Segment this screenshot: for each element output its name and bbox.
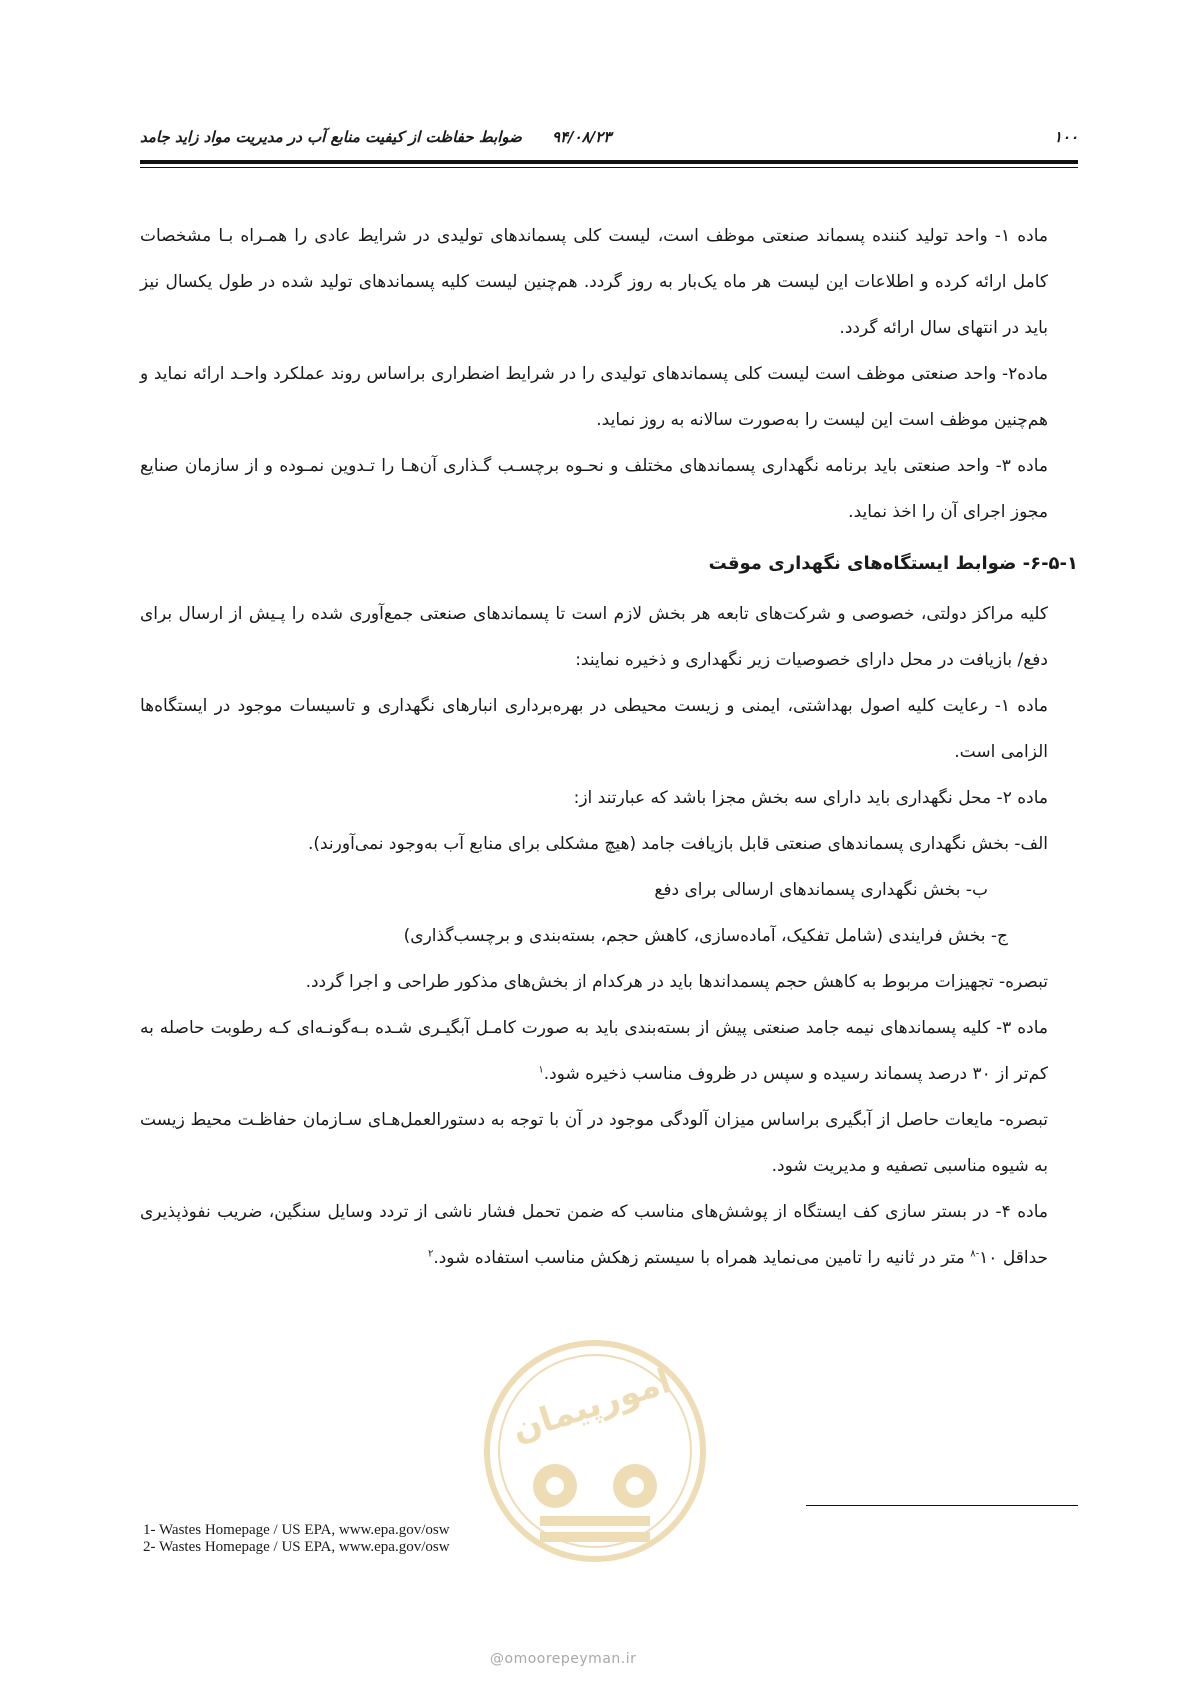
watermark-site-text: omoorepeyman.ir — [504, 1651, 637, 1667]
paragraph-article-1: ماده ۱- واحد تولید کننده پسماند صنعتی موظف است، لیست کلی پسماندهای تولیدی در شرایط عادی را همـراه بـا مشخصات کامل ارائه کرده و اطلاعات این لیست هر ماه یک‌بار به روز گردد. هم‌چنین لیست کلیه پسماندهای تولید شده در طول یکسال نیز باید در انتهای سال ارائه گردد. — [140, 226, 1048, 338]
paragraph-note-2: تبصره- مایعات حاصل از آبگیری براساس میزان آلودگی موجود در آن با توجه به دستورالعمل‌هـای سـازمان حفاظـت محیط زیست به شیوه مناسبی تصفیه و مدیریت شود. — [140, 1110, 1048, 1176]
list-item-alef: الف- بخش نگهداری پسماندهای صنعتی قابل بازیافت جامد (هیچ مشکلی برای منابع آب به‌وجود نمی‌آورند). — [307, 834, 1048, 854]
paragraph-article-2: ماده۲- واحد صنعتی موظف است لیست کلی پسماندهای تولیدی را در شرایط اضطراری براساس روند عملکرد واحـد ارائه نماید و هم‌چنین موظف است این لیست را به‌صورت سالانه به روز نماید. — [140, 364, 1048, 430]
rule-4-exponent: -۸ — [970, 1248, 980, 1260]
page-header — [140, 128, 1078, 150]
list-item-be: ب- بخش نگهداری پسماندهای ارسالی برای دفع — [654, 880, 988, 900]
footnote-2: 2- Wastes Homepage / US EPA, www.epa.gov/osw — [143, 1539, 450, 1555]
footnote-ref-1: ۱ — [538, 1064, 544, 1076]
rule-4-text-b: متر در ثانیه را تامین می‌نماید همراه با سیستم زهکش مناسب استفاده شود. — [433, 1248, 971, 1268]
page-body — [140, 213, 1078, 1281]
footnotes — [143, 1522, 450, 1556]
header-rule-thick — [140, 160, 1078, 164]
rule-4-base: ۱۰ — [979, 1248, 998, 1268]
header-rule-thin — [140, 167, 1078, 168]
page-number: ۱۰۰ — [1053, 128, 1078, 146]
paragraph-rule-2: ماده ۲- محل نگهداری باید دارای سه بخش مجزا باشد که عبارتند از: — [573, 788, 1048, 808]
header-date: ۹۴/۰۸/۲۳ — [552, 128, 612, 146]
paragraph-rule-1: ماده ۱- رعایت کلیه اصول بهداشتی، ایمنی و زیست محیطی در بهره‌برداری انبارهای نگهداری و تاسیسات موجود در ایستگاه‌ها الزامی است. — [140, 696, 1049, 762]
paragraph-article-3: ماده ۳- واحد صنعتی باید برنامه نگهداری پسماندهای مختلف و نحـوه برچسـب گـذاری آن‌هـا را تـدوین نمـوده و از سازمان صنایع مجوز اجرای آن را اخذ نماید. — [140, 456, 1048, 522]
paragraph-rule-4 — [140, 1189, 1078, 1281]
svg-text:امورپیمان: امورپیمان — [507, 1361, 677, 1451]
paragraph-note-1: تبصره- تجهیزات مربوط به کاهش حجم پسمداندها باید در هرکدام از بخش‌های مذکور طراحی و اجرا گردد. — [305, 972, 1048, 992]
header-title: ضوابط حفاظت از کیفیت منابع آب در مدیریت مواد زاید جامد — [140, 128, 522, 146]
footnote-1: 1- Wastes Homepage / US EPA, www.epa.gov/osw — [143, 1522, 450, 1538]
footnote-ref-2: ۲ — [427, 1248, 434, 1260]
list-item-jim: ج- بخش فرایندی (شامل تفکیک، آماده‌سازی، کاهش حجم، بسته‌بندی و برچسب‌گذاری) — [403, 926, 1008, 946]
watermark-logo — [480, 1336, 710, 1596]
rule-4-text-a: ماده ۴- در بستر سازی کف ایستگاه از پوشش‌های مناسب که ضمن تحمل فشار ناشی از تردد وسایل سنگین، ضریب نفوذپذیری حداقل — [140, 1202, 1048, 1268]
paragraph-rule-3 — [140, 1005, 1078, 1097]
footnote-rule — [806, 1505, 1078, 1506]
paragraph-intro: کلیه مراکز دولتی، خصوصی و شرکت‌های تابعه هر بخش لازم است تا پسماندهای صنعتی جمع‌آوری شده را پـیش از ارسال برای دفع/ بازیافت در محل دارای خصوصیات زیر نگهداری و ذخیره نمایند: — [140, 604, 1048, 670]
section-heading: ۶-۵-۱- ضوابط ایستگاه‌های نگهداری موقت — [708, 553, 1078, 574]
watermark-site: @omoorepeyman.ir — [490, 1651, 637, 1667]
rule-3-text: ماده ۳- کلیه پسماندهای نیمه جامد صنعتی پیش از بسته‌بندی باید به صورت کامـل آبگیـری شـده بـه‌گونـه‌ای کـه رطوبت حاصله به کم‌تر از ۳۰ درصد پسماند رسیده و سپس در ظروف مناسب ذخیره شود. — [140, 1018, 1049, 1084]
